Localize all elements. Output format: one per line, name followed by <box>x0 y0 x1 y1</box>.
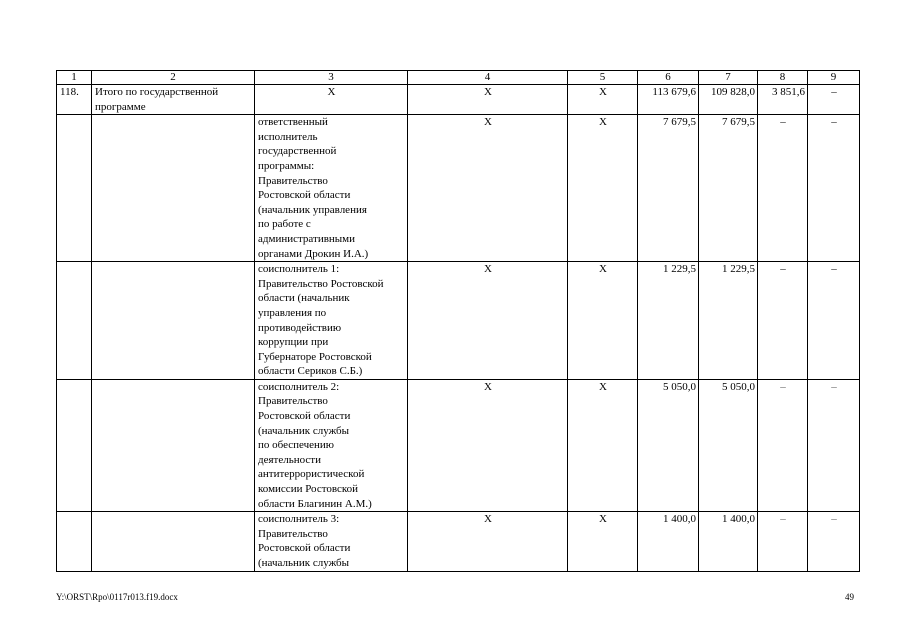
cell-col8-value: – <box>758 379 808 511</box>
cell-col7-value: 1 400,0 <box>699 512 758 571</box>
cell-col9-value: – <box>808 115 860 262</box>
table-row <box>57 115 860 262</box>
row-number <box>57 262 92 380</box>
column-number-header: 6 <box>638 71 699 85</box>
footer-page-number: 49 <box>845 592 854 602</box>
cell-col8-value: – <box>758 512 808 571</box>
executor-cell: соисполнитель 2: Правительство Ростовской области (начальник службы по обеспечению деятельности антитеррористической комиссии Ростовской области Благинин А.М.) <box>255 379 408 511</box>
cell-col5: Х <box>568 512 638 571</box>
cell-col7-value: 7 679,5 <box>699 115 758 262</box>
column-number-header: 9 <box>808 71 860 85</box>
cell-col6-value: 5 050,0 <box>638 379 699 511</box>
cell-col9-value: – <box>808 85 860 115</box>
row-number <box>57 512 92 571</box>
cell-col6-value: 1 400,0 <box>638 512 699 571</box>
column-number-header: 7 <box>699 71 758 85</box>
column-number-header: 4 <box>408 71 568 85</box>
cell-col9-value: – <box>808 512 860 571</box>
cell-col4: Х <box>408 379 568 511</box>
table-row <box>57 379 860 511</box>
table-row <box>57 262 860 380</box>
executor-cell: соисполнитель 3: Правительство Ростовской области (начальник службы <box>255 512 408 571</box>
cell-col5: Х <box>568 262 638 380</box>
column-number-header: 8 <box>758 71 808 85</box>
cell-col4: Х <box>408 512 568 571</box>
program-name <box>92 512 255 571</box>
executor-cell: Х <box>255 85 408 115</box>
program-name <box>92 379 255 511</box>
cell-col5: Х <box>568 115 638 262</box>
cell-col4: Х <box>408 85 568 115</box>
column-number-header: 2 <box>92 71 255 85</box>
table-row <box>57 512 860 571</box>
cell-col7-value: 109 828,0 <box>699 85 758 115</box>
column-number-header: 3 <box>255 71 408 85</box>
cell-col5: Х <box>568 85 638 115</box>
row-number <box>57 379 92 511</box>
budget-table <box>56 70 860 572</box>
cell-col7-value: 1 229,5 <box>699 262 758 380</box>
cell-col6-value: 113 679,6 <box>638 85 699 115</box>
row-number <box>57 115 92 262</box>
column-number-header: 5 <box>568 71 638 85</box>
budget-table-container <box>56 70 860 572</box>
row-number: 118. <box>57 85 92 115</box>
executor-cell: соисполнитель 1: Правительство Ростовской области (начальник управления по противодействию коррупции при Губернаторе Ростовской области Сериков С.Б.) <box>255 262 408 380</box>
cell-col6-value: 7 679,5 <box>638 115 699 262</box>
program-name <box>92 262 255 380</box>
cell-col4: Х <box>408 115 568 262</box>
column-number-header: 1 <box>57 71 92 85</box>
table-row-total <box>57 85 860 115</box>
cell-col8-value: 3 851,6 <box>758 85 808 115</box>
program-name <box>92 115 255 262</box>
cell-col8-value: – <box>758 262 808 380</box>
executor-cell: ответственный исполнитель государственной программы: Правительство Ростовской области (начальник управления по работе с административными органами Дрокин И.А.) <box>255 115 408 262</box>
table-header-row <box>57 71 860 85</box>
program-name: Итого по государственной программе <box>92 85 255 115</box>
cell-col6-value: 1 229,5 <box>638 262 699 380</box>
cell-col8-value: – <box>758 115 808 262</box>
footer-file-path: Y:\ORST\Rpo\0117r013.f19.docx <box>56 592 178 602</box>
cell-col4: Х <box>408 262 568 380</box>
cell-col9-value: – <box>808 379 860 511</box>
cell-col9-value: – <box>808 262 860 380</box>
cell-col7-value: 5 050,0 <box>699 379 758 511</box>
cell-col5: Х <box>568 379 638 511</box>
